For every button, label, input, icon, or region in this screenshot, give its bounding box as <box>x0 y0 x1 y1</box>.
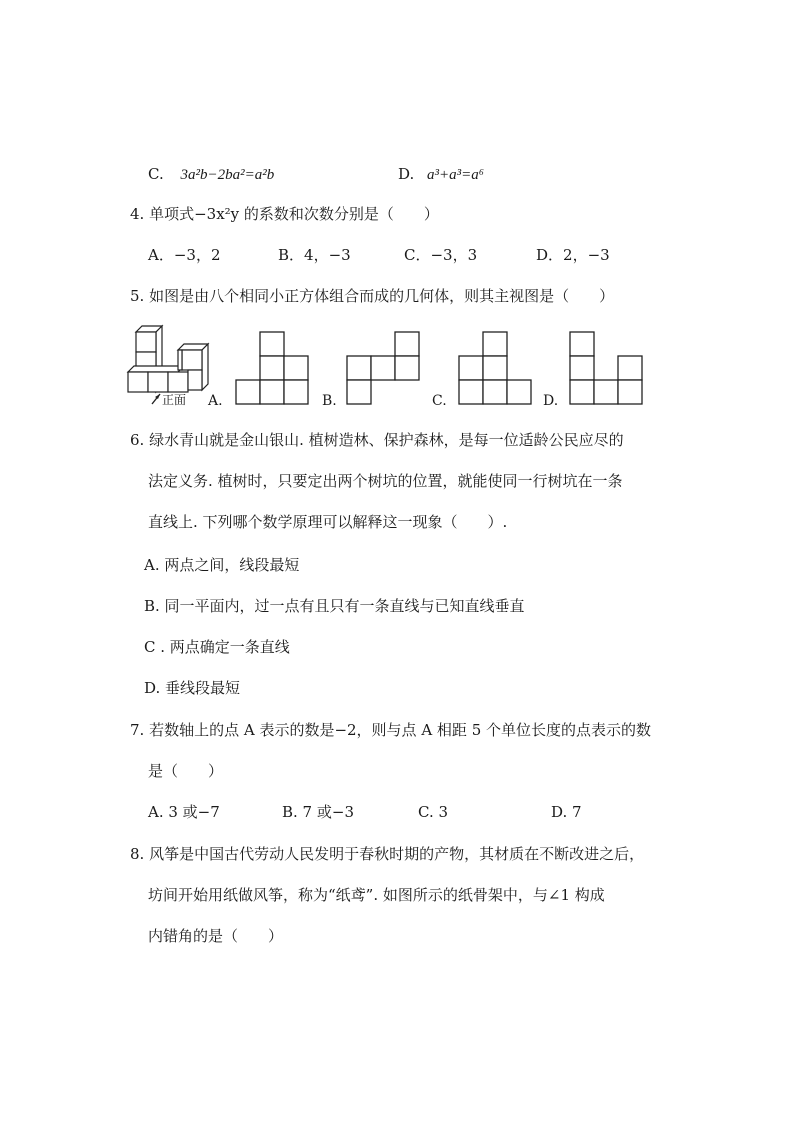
q3-option-d-label: D. <box>398 165 415 183</box>
q5-option-d-label: D. <box>543 393 559 409</box>
q6-option-c: C . 两点确定一条直线 <box>144 638 290 656</box>
q8-stem-line-1: 8. 风筝是中国古代劳动人民发明于春秋时期的产物，其材质在不断改进之后， <box>130 845 645 863</box>
q5-option-a-figure <box>236 331 309 404</box>
q3-option-c-label: C. <box>148 165 164 183</box>
q7-option-c: C. 3 <box>418 803 449 821</box>
q7-option-d: D. 7 <box>551 803 582 821</box>
q5-option-d-figure <box>570 331 643 404</box>
q8-stem-line-3: 内错角的是（ ） <box>148 927 284 945</box>
q3-option-d-expr: a³+a³=a⁶ <box>427 167 484 183</box>
q7-option-b: B. 7 或−3 <box>282 803 354 821</box>
q6-stem-line-3: 直线上. 下列哪个数学原理可以解释这一现象（ ）. <box>148 513 508 531</box>
q4-option-b: B．4，−3 <box>278 246 351 264</box>
q5-option-c-figure <box>459 331 532 404</box>
q5-option-a-label: A. <box>208 393 223 409</box>
q5-option-c-label: C. <box>432 393 447 409</box>
q4-option-c: C．−3，3 <box>404 246 478 264</box>
q3-option-c <box>148 164 274 185</box>
q5-option-b-label: B. <box>322 393 337 409</box>
q7-option-a: A. 3 或−7 <box>148 803 220 821</box>
q5-stem: 5. 如图是由八个相同小正方体组合而成的几何体，则其主视图是（ ） <box>130 287 615 305</box>
q6-stem-line-2: 法定义务. 植树时，只要定出两个树坑的位置，就能使同一行树坑在一条 <box>148 472 623 490</box>
q6-option-a: A. 两点之间，线段最短 <box>144 556 300 574</box>
front-label: 正面 <box>162 393 187 407</box>
q7-stem-line-2: 是（ ） <box>148 762 224 780</box>
q8-stem-line-2: 坊间开始用纸做风筝，称为“纸鸢”. 如图所示的纸骨架中，与∠1 构成 <box>148 886 605 904</box>
q5-option-b-figure <box>347 331 420 404</box>
q3-option-d <box>398 164 484 185</box>
q3-option-c-expr: 3a²b−2ba²=a²b <box>180 167 275 183</box>
q6-stem-line-1: 6. 绿水青山就是金山银山. 植树造林、保护森林，是每一位适龄公民应尽的 <box>130 431 624 449</box>
q4-option-a: A．−3，2 <box>148 246 221 264</box>
q4-stem: 4. 单项式−3x²y 的系数和次数分别是（ ） <box>130 205 439 223</box>
q7-stem-line-1: 7. 若数轴上的点 A 表示的数是−2，则与点 A 相距 5 个单位长度的点表示的数 <box>130 721 652 739</box>
q4-option-d: D．2，−3 <box>536 246 610 264</box>
q6-option-b: B. 同一平面内，过一点有且只有一条直线与已知直线垂直 <box>144 597 525 615</box>
q6-option-d: D. 垂线段最短 <box>144 679 241 697</box>
